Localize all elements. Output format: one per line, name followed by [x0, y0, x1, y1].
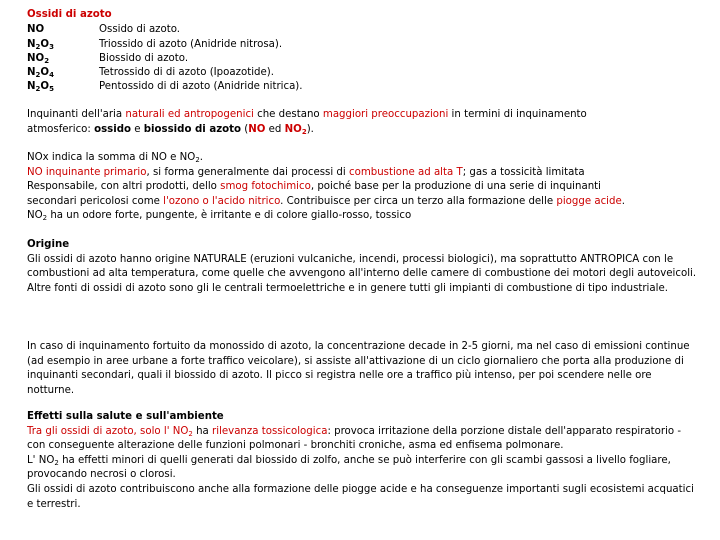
oxide-description: Biossido di azoto.: [99, 53, 189, 64]
paragraph-concentration: In caso di inquinamento fortuito da monossido di azoto, la concentrazione decade in 2-5 giorni, ma nel caso di emissioni continue (ad esempio in aree urbane a forte traffico veicolare), si assiste all'attivazione di un ciclo giornaliero che porta alla produzione di inquinanti secondari, quali il biossido di azoto. Il picco si registra nelle ore a traffico più intenso, per poi scendere nelle ore notturne.: [27, 341, 690, 396]
oxide-description: Tetrossido di di azoto (Ipoazotide).: [99, 67, 274, 78]
page-title: Ossidi di azoto: [27, 9, 112, 20]
oxide-description: Triossido di azoto (Anidride nitrosa).: [99, 39, 283, 50]
paragraph-pollutants: Inquinanti dell'aria naturali ed antropogenici che destano maggiori preoccupazioni in termini di inquinamento atmosferico: ossido e biossido di azoto (NO ed $NO_2$).: [27, 109, 587, 136]
oxide-formula: $NO_2$: [27, 53, 50, 65]
paragraph-nox: NOx indica la somma di NO e $NO_2$. NO inquinante primario, si forma generalmente dai processi di combustione ad alta T; gas a tossicità limitata Responsabile, con altri prodotti, dello smog fotochimico, poiché base per la produzione di una serie di inquinanti secondari pericolosi come l'ozono o l'acido nitrico. Contribuisce per circa un terzo alla formazione delle piogge acide. $NO_2$ ha un odore forte, pungente, è irritante e di colore giallo-rosso, tossico: [27, 152, 625, 223]
section-heading: Origine: [27, 239, 70, 250]
oxide-formula: $N_2O_5$: [27, 81, 54, 93]
oxide-description: Ossido di azoto.: [99, 24, 181, 35]
oxide-formula: $N_2O_4$: [27, 67, 54, 79]
oxide-formula: $N_2O_3$: [27, 39, 54, 51]
oxide-formula: NO: [27, 24, 45, 35]
paragraph-origin: Origine Gli ossidi di azoto hanno origine NATURALE (eruzioni vulcaniche, incendi, processi biologici), ma soprattutto ANTROPICA con le combustioni ad alta temperatura, come quelle che avvengono all'interno delle camere di combustione dei motori degli autoveicoli. Altre fonti di ossidi di azoto sono gli le centrali termoelettriche e in genere tutti gli impianti di combustione di tipo industriale.: [27, 238, 699, 296]
paragraph-effects: Effetti sulla salute e sull'ambiente Tra gli ossidi di azoto, solo l' $NO_2$ ha rilevanza tossicologica: provoca irritazione della porzione distale dell'apparato respiratorio - con conseguente alterazione delle funzioni polmonari - bronchiti croniche, asma ed enfisema polmonare. L' $NO_2$ ha effetti minori di quelli generati dal biossido di zolfo, anche se può interferire con gli scambi gassosi a livello fogliare, provocando necrosi o clorosi. Gli ossidi di azoto contribuiscono anche alla formazione delle piogge acide e ha conseguenze importanti sugli ecosistemi acquatici e terrestri.: [27, 410, 699, 512]
oxide-description: Pentossido di di azoto (Anidride nitrica).: [99, 81, 303, 92]
section-heading: Effetti sulla salute e sull'ambiente: [27, 411, 224, 422]
